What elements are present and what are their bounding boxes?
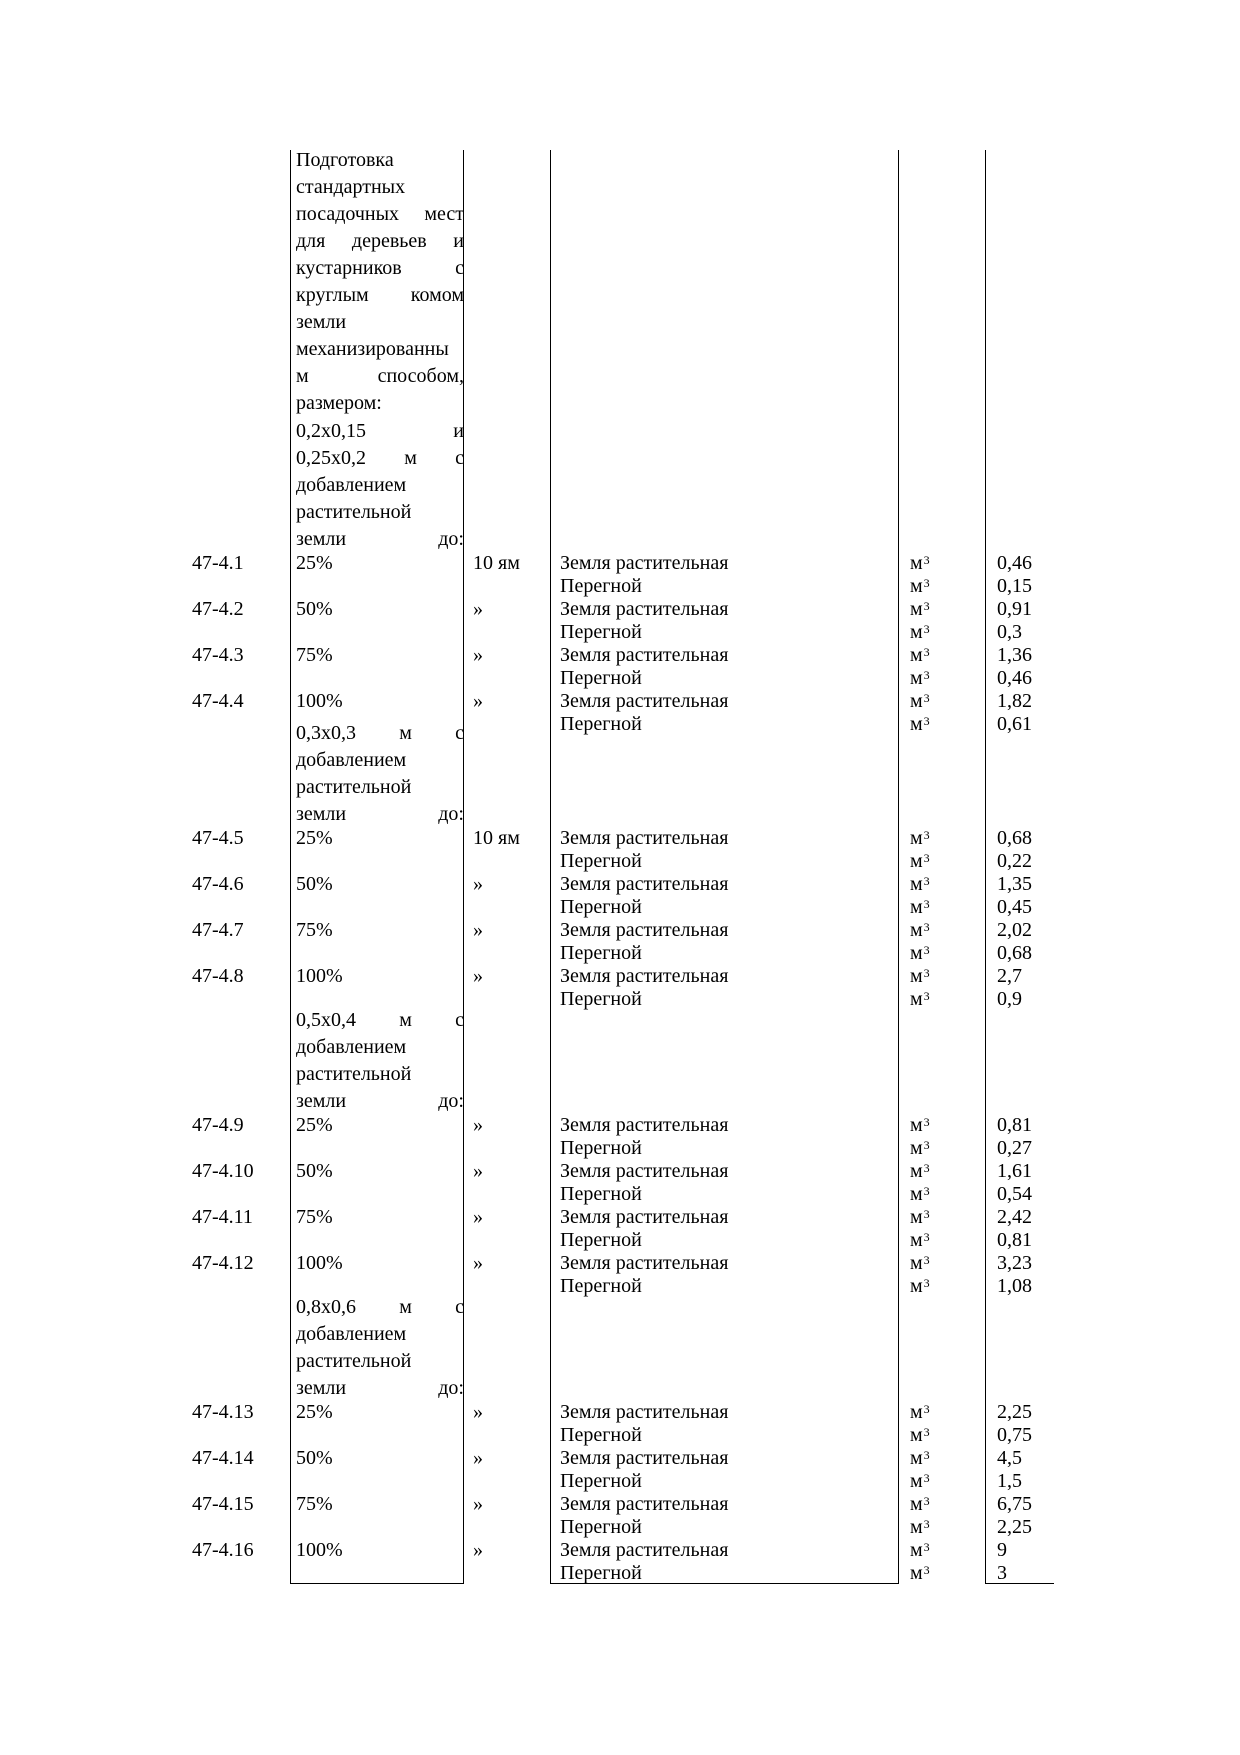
material-quantity: 0,81 [997, 1114, 1032, 1136]
norm-code: 47-4.11 [192, 1206, 253, 1228]
material-name: Земля растительная [560, 965, 729, 987]
measure-exponent: 3 [923, 920, 930, 934]
norm-code: 47-4.12 [192, 1252, 254, 1274]
norm-code: 47-4.1 [192, 552, 244, 574]
material-measure [910, 827, 930, 850]
material-measure [910, 942, 930, 965]
measure-exponent: 3 [923, 1402, 930, 1416]
measurement-unit: » [473, 598, 483, 620]
material-quantity: 3 [997, 1562, 1007, 1584]
measure-exponent: 3 [923, 897, 930, 911]
earth-percent: 25% [296, 1401, 333, 1423]
measure-exponent: 3 [923, 1161, 930, 1175]
measure-exponent: 3 [923, 645, 930, 659]
measurement-unit: » [473, 1206, 483, 1228]
measure-base: м [910, 1114, 923, 1136]
material-name: Земля растительная [560, 1206, 729, 1228]
size-description [296, 1007, 464, 1115]
measure-exponent: 3 [923, 599, 930, 613]
measure-exponent: 3 [923, 851, 930, 865]
earth-percent: 25% [296, 1114, 333, 1136]
material-name: Перегной [560, 1137, 642, 1159]
work-description-line: стандартных [296, 176, 406, 198]
material-quantity: 1,08 [997, 1275, 1032, 1297]
norm-code: 47-4.4 [192, 690, 244, 712]
material-measure [910, 1562, 930, 1585]
measure-base: м [910, 919, 923, 941]
table-rule-col4-right [898, 150, 899, 1583]
material-name: Перегной [560, 713, 642, 735]
material-measure [910, 1114, 930, 1137]
work-description-line: м способом, [296, 365, 464, 387]
size-description [296, 418, 464, 553]
measure-base: м [910, 1562, 923, 1584]
material-measure [910, 873, 930, 896]
measure-base: м [910, 850, 923, 872]
material-measure [910, 1493, 930, 1516]
material-measure [910, 1447, 930, 1470]
work-description-line: для деревьев и [296, 230, 464, 252]
measure-base: м [910, 1447, 923, 1469]
material-quantity: 1,35 [997, 873, 1032, 895]
size-description [296, 1294, 464, 1402]
measure-base: м [910, 1183, 923, 1205]
measure-exponent: 3 [923, 1448, 930, 1462]
measure-exponent: 3 [923, 966, 930, 980]
material-quantity: 3,23 [997, 1252, 1032, 1274]
material-quantity: 0,27 [997, 1137, 1032, 1159]
material-measure [910, 1275, 930, 1298]
material-measure [910, 1252, 930, 1275]
norm-code: 47-4.7 [192, 919, 244, 941]
measure-base: м [910, 1516, 923, 1538]
material-measure [910, 713, 930, 736]
size-description-line: добавлением [296, 1036, 407, 1058]
material-quantity: 1,61 [997, 1160, 1032, 1182]
material-quantity: 0,61 [997, 713, 1032, 735]
measure-exponent: 3 [923, 989, 930, 1003]
size-description-line: добавлением [296, 474, 407, 496]
measure-base: м [910, 1229, 923, 1251]
table-rule-bottom-col2 [290, 1583, 464, 1584]
measure-exponent: 3 [923, 1115, 930, 1129]
material-quantity: 1,36 [997, 644, 1032, 666]
work-description-line: круглым комом [296, 284, 464, 306]
measure-exponent: 3 [923, 1494, 930, 1508]
size-description-line: земли до: [296, 803, 464, 825]
material-name: Земля растительная [560, 1401, 729, 1423]
size-description-line: растительной [296, 776, 412, 798]
measure-exponent: 3 [923, 1230, 930, 1244]
material-quantity: 0,15 [997, 575, 1032, 597]
material-measure [910, 850, 930, 873]
measure-exponent: 3 [923, 553, 930, 567]
material-name: Перегной [560, 1275, 642, 1297]
size-description-line: 0,3x0,3 м с [296, 722, 464, 744]
measure-base: м [910, 644, 923, 666]
material-quantity: 0,75 [997, 1424, 1032, 1446]
size-description-line: 0,5x0,4 м с [296, 1009, 464, 1031]
measure-exponent: 3 [923, 576, 930, 590]
material-name: Перегной [560, 575, 642, 597]
material-name: Земля растительная [560, 919, 729, 941]
measure-base: м [910, 598, 923, 620]
work-description-line: кустарников с [296, 257, 464, 279]
earth-percent: 75% [296, 644, 333, 666]
measure-exponent: 3 [923, 943, 930, 957]
earth-percent: 100% [296, 690, 343, 712]
norm-code: 47-4.3 [192, 644, 244, 666]
measure-base: м [910, 1539, 923, 1561]
earth-percent: 75% [296, 1206, 333, 1228]
size-description-line: растительной [296, 1063, 412, 1085]
norm-code: 47-4.10 [192, 1160, 254, 1182]
material-measure [910, 1516, 930, 1539]
measurement-unit: » [473, 919, 483, 941]
material-measure [910, 1229, 930, 1252]
measure-exponent: 3 [923, 828, 930, 842]
material-measure [910, 919, 930, 942]
measure-base: м [910, 1252, 923, 1274]
norm-code: 47-4.6 [192, 873, 244, 895]
size-description-line: 0,25x0,2 м с [296, 447, 464, 469]
measure-exponent: 3 [923, 1563, 930, 1577]
material-measure [910, 1424, 930, 1447]
material-measure [910, 552, 930, 575]
earth-percent: 100% [296, 965, 343, 987]
earth-percent: 75% [296, 919, 333, 941]
table-rule-col6-left [985, 150, 986, 1583]
material-name: Перегной [560, 988, 642, 1010]
measure-base: м [910, 621, 923, 643]
measure-exponent: 3 [923, 622, 930, 636]
measure-base: м [910, 873, 923, 895]
material-quantity: 9 [997, 1539, 1007, 1561]
measurement-unit: » [473, 644, 483, 666]
material-name: Земля растительная [560, 644, 729, 666]
material-measure [910, 1401, 930, 1424]
norm-code: 47-4.16 [192, 1539, 254, 1561]
material-quantity: 1,82 [997, 690, 1032, 712]
material-name: Земля растительная [560, 690, 729, 712]
measure-base: м [910, 965, 923, 987]
measure-base: м [910, 1401, 923, 1423]
measure-exponent: 3 [923, 1471, 930, 1485]
size-description-line: 0,2x0,15 и [296, 420, 464, 442]
measure-exponent: 3 [923, 668, 930, 682]
measure-exponent: 3 [923, 1540, 930, 1554]
size-description-line: 0,8x0,6 м с [296, 1296, 464, 1318]
measurement-unit: » [473, 1447, 483, 1469]
material-name: Земля растительная [560, 873, 729, 895]
material-name: Перегной [560, 1516, 642, 1538]
material-quantity: 6,75 [997, 1493, 1032, 1515]
material-quantity: 2,7 [997, 965, 1022, 987]
measurement-unit: » [473, 690, 483, 712]
measurement-unit: 10 ям [473, 827, 520, 849]
measure-base: м [910, 667, 923, 689]
material-name: Перегной [560, 1183, 642, 1205]
work-description [296, 147, 464, 417]
measure-exponent: 3 [923, 1425, 930, 1439]
measure-exponent: 3 [923, 1517, 930, 1531]
earth-percent: 75% [296, 1493, 333, 1515]
material-measure [910, 644, 930, 667]
material-name: Перегной [560, 896, 642, 918]
material-quantity: 0,46 [997, 667, 1032, 689]
material-measure [910, 1160, 930, 1183]
measure-base: м [910, 1137, 923, 1159]
measure-exponent: 3 [923, 1253, 930, 1267]
material-measure [910, 965, 930, 988]
measure-base: м [910, 1160, 923, 1182]
measurement-unit: 10 ям [473, 552, 520, 574]
earth-percent: 25% [296, 827, 333, 849]
norm-code: 47-4.2 [192, 598, 244, 620]
material-name: Перегной [560, 850, 642, 872]
measure-base: м [910, 713, 923, 735]
material-quantity: 0,46 [997, 552, 1032, 574]
material-measure [910, 667, 930, 690]
measure-base: м [910, 1470, 923, 1492]
measurement-unit: » [473, 873, 483, 895]
work-description-line: механизированны [296, 338, 449, 360]
material-measure [910, 896, 930, 919]
material-quantity: 0,68 [997, 942, 1032, 964]
measure-base: м [910, 1424, 923, 1446]
measurement-unit: » [473, 965, 483, 987]
material-name: Перегной [560, 1470, 642, 1492]
material-quantity: 2,25 [997, 1401, 1032, 1423]
material-measure [910, 621, 930, 644]
material-quantity: 4,5 [997, 1447, 1022, 1469]
material-name: Перегной [560, 942, 642, 964]
size-description-line: земли до: [296, 1377, 464, 1399]
work-description-line: размером: [296, 392, 382, 414]
size-description-line: добавлением [296, 749, 407, 771]
material-name: Земля растительная [560, 1114, 729, 1136]
measurement-unit: » [473, 1160, 483, 1182]
measurement-unit: » [473, 1539, 483, 1561]
material-quantity: 0,3 [997, 621, 1022, 643]
material-quantity: 0,45 [997, 896, 1032, 918]
material-name: Земля растительная [560, 1252, 729, 1274]
material-measure [910, 1137, 930, 1160]
size-description [296, 720, 464, 828]
measure-base: м [910, 575, 923, 597]
material-measure [910, 1539, 930, 1562]
measure-base: м [910, 942, 923, 964]
work-description-line: земли [296, 311, 347, 333]
material-measure [910, 690, 930, 713]
norm-code: 47-4.15 [192, 1493, 254, 1515]
norm-code: 47-4.5 [192, 827, 244, 849]
norm-code: 47-4.14 [192, 1447, 254, 1469]
earth-percent: 50% [296, 873, 333, 895]
size-description-line: добавлением [296, 1323, 407, 1345]
earth-percent: 25% [296, 552, 333, 574]
material-name: Перегной [560, 1424, 642, 1446]
material-name: Земля растительная [560, 552, 729, 574]
measure-exponent: 3 [923, 1184, 930, 1198]
measurement-unit: » [473, 1401, 483, 1423]
measure-base: м [910, 988, 923, 1010]
work-description-line: Подготовка [296, 149, 394, 171]
measure-exponent: 3 [923, 1138, 930, 1152]
norm-code: 47-4.13 [192, 1401, 254, 1423]
material-quantity: 2,02 [997, 919, 1032, 941]
material-measure [910, 988, 930, 1011]
material-quantity: 2,25 [997, 1516, 1032, 1538]
material-quantity: 0,68 [997, 827, 1032, 849]
measure-exponent: 3 [923, 1276, 930, 1290]
measure-base: м [910, 1493, 923, 1515]
measure-exponent: 3 [923, 714, 930, 728]
norm-code: 47-4.8 [192, 965, 244, 987]
material-quantity: 0,91 [997, 598, 1032, 620]
norm-code: 47-4.9 [192, 1114, 244, 1136]
material-quantity: 0,81 [997, 1229, 1032, 1251]
material-name: Перегной [560, 1562, 642, 1584]
measurement-unit: » [473, 1493, 483, 1515]
earth-percent: 100% [296, 1539, 343, 1561]
measure-exponent: 3 [923, 691, 930, 705]
material-name: Земля растительная [560, 1160, 729, 1182]
material-name: Перегной [560, 667, 642, 689]
size-description-line: растительной [296, 1350, 412, 1372]
measure-exponent: 3 [923, 874, 930, 888]
size-description-line: земли до: [296, 1090, 464, 1112]
material-name: Земля растительная [560, 1493, 729, 1515]
earth-percent: 50% [296, 598, 333, 620]
material-measure [910, 575, 930, 598]
material-name: Перегной [560, 621, 642, 643]
measure-base: м [910, 1275, 923, 1297]
work-description-line: посадочных мест [296, 203, 464, 225]
material-measure [910, 1206, 930, 1229]
size-description-line: растительной [296, 501, 412, 523]
measure-base: м [910, 896, 923, 918]
measurement-unit: » [473, 1252, 483, 1274]
material-measure [910, 1183, 930, 1206]
material-quantity: 1,5 [997, 1470, 1022, 1492]
size-description-line: земли до: [296, 528, 464, 550]
material-name: Земля растительная [560, 1447, 729, 1469]
measurement-unit: » [473, 1114, 483, 1136]
material-measure [910, 598, 930, 621]
measure-base: м [910, 552, 923, 574]
table-rule-bottom-col6 [985, 1583, 1054, 1584]
earth-percent: 50% [296, 1160, 333, 1182]
earth-percent: 100% [296, 1252, 343, 1274]
material-measure [910, 1470, 930, 1493]
measure-base: м [910, 1206, 923, 1228]
material-name: Земля растительная [560, 598, 729, 620]
measure-base: м [910, 690, 923, 712]
material-name: Земля растительная [560, 1539, 729, 1561]
material-quantity: 0,9 [997, 988, 1022, 1010]
measure-exponent: 3 [923, 1207, 930, 1221]
material-name: Перегной [560, 1229, 642, 1251]
earth-percent: 50% [296, 1447, 333, 1469]
material-name: Земля растительная [560, 827, 729, 849]
material-quantity: 0,22 [997, 850, 1032, 872]
table-rule-col4-left [550, 150, 551, 1583]
material-quantity: 2,42 [997, 1206, 1032, 1228]
material-quantity: 0,54 [997, 1183, 1032, 1205]
measure-base: м [910, 827, 923, 849]
table-rule-col2-left [290, 150, 291, 1583]
